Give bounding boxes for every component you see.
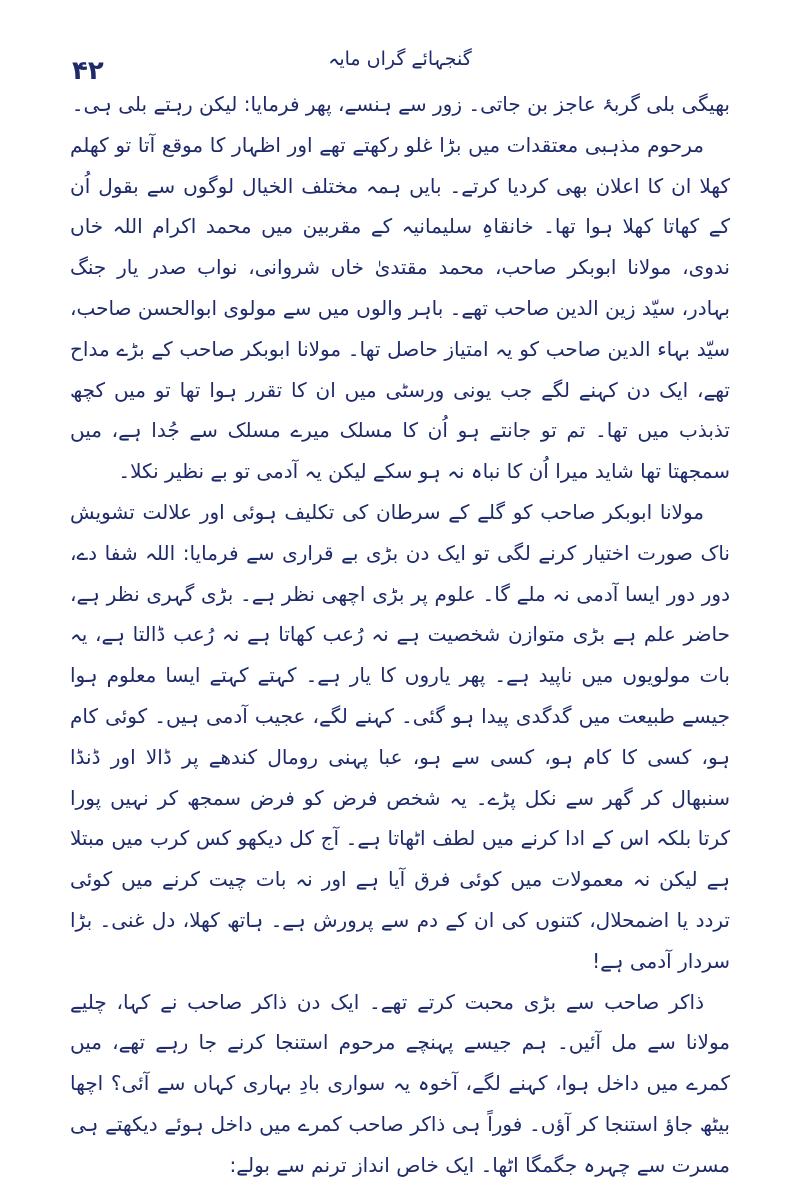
page-body bbox=[70, 84, 730, 1186]
paragraph: مولانا ابوبکر صاحب کو گلے کے سرطان کی تکلیف ہوئی اور علالت تشویش ناک صورت اختیار کرنے لگی تو ایک دن بڑی بے قراری سے فرمایا: اللہ شفا دے، دور دور ایسا آدمی نہ ملے گا۔ علوم پر بڑی اچھی نظر ہے۔ بڑی گہری نظر ہے، حاضر علم ہے بڑی متوازن شخصیت ہے نہ رُعب کھاتا ہے نہ رُعب ڈالتا ہے، یہ بات مولویوں میں ناپید ہے۔ پھر یاروں کا یار ہے۔ کہتے کہتے ایسا معلوم ہوا جیسے طبیعت میں گدگدی پیدا ہو گئی۔ کہنے لگے، عجیب آدمی ہیں۔ کوئی کام ہو، کسی کا کام ہو، کسی سے ہو، عبا پہنی رومال کندھے پر ڈالا اور ڈنڈا سنبھال کر گھر سے نکل پڑے۔ یہ شخص فرض کو فرض سمجھ کر نہیں پورا کرتا بلکہ اس کے ادا کرنے میں لطف اٹھاتا ہے۔ آج کل دیکھو کس کرب میں مبتلا ہے لیکن نہ معمولات میں کوئی فرق آیا ہے اور نہ بات چیت کرنے میں کوئی تردد یا اضمحلال، کتنوں کی ان کے دم سے پرورش ہے۔ ہاتھ کھلا، دل غنی۔ بڑا سردار آدمی ہے! bbox=[70, 499, 730, 973]
paragraph: ذاکر صاحب سے بڑی محبت کرتے تھے۔ ایک دن ذاکر صاحب نے کہا، چلیے مولانا سے مل آئیں۔ ہم جیسے پہنچے مرحوم استنجا کرنے جا رہے تھے، میں کمرے میں داخل ہوا، کہنے لگے، آخوہ یہ سواری بادِ بہاری کہاں سے آئی؟ اچھا بیٹھ جاؤ استنجا کر آؤں۔ فوراً ہی ذاکر صاحب کمرے میں داخل ہوئے دیکھتے ہی مسرت سے چہرہ جگمگا اٹھا۔ ایک خاص انداز ترنم سے بولے: bbox=[70, 989, 730, 1177]
paragraph: مرحوم مذہبی معتقدات میں بڑا غلو رکھتے تھے اور اظہار کا موقع آتا تو کھلم کھلا ان کا اعلان بھی کردیا کرتے۔ بایں ہمہ مختلف الخیال لوگوں سے بقول اُن کے کھاتا کھلا ہوا تھا۔ خانقاہِ سلیمانیہ کے مقربین میں محمد اکرام اللہ خاں ندوی، مولانا ابوبکر صاحب، محمد مقتدیٰ خاں شروانی، نواب صدر یار جنگ بہادر، سیّد زین الدین صاحب تھے۔ باہر والوں میں سے مولوی ابوالحسن صاحب، سیّد بہاء الدین صاحب کو یہ امتیاز حاصل تھا۔ مولانا ابوبکر صاحب کے بڑے مداح تھے، ایک دن کہنے لگے جب یونی ورسٹی میں ان کا تقرر ہوا تھا تو میں کچھ تذبذب میں تھا۔ تم تو جانتے ہو اُن کا مسلک میرے مسلک سے جُدا ہے، میں سمجھتا تھا شاید میرا اُن کا نباہ نہ ہو سکے لیکن یہ آدمی تو بے نظیر نکلا۔ bbox=[70, 132, 730, 484]
page-number: ۴۲ bbox=[72, 56, 104, 86]
paragraph-continued: بھیگی بلی گربۂ عاجز بن جاتی۔ زور سے ہنسے، پھر فرمایا: لیکن رہتے بلی ہی۔ bbox=[71, 92, 730, 116]
running-head: گنجہائے گراں مایہ bbox=[328, 48, 472, 70]
